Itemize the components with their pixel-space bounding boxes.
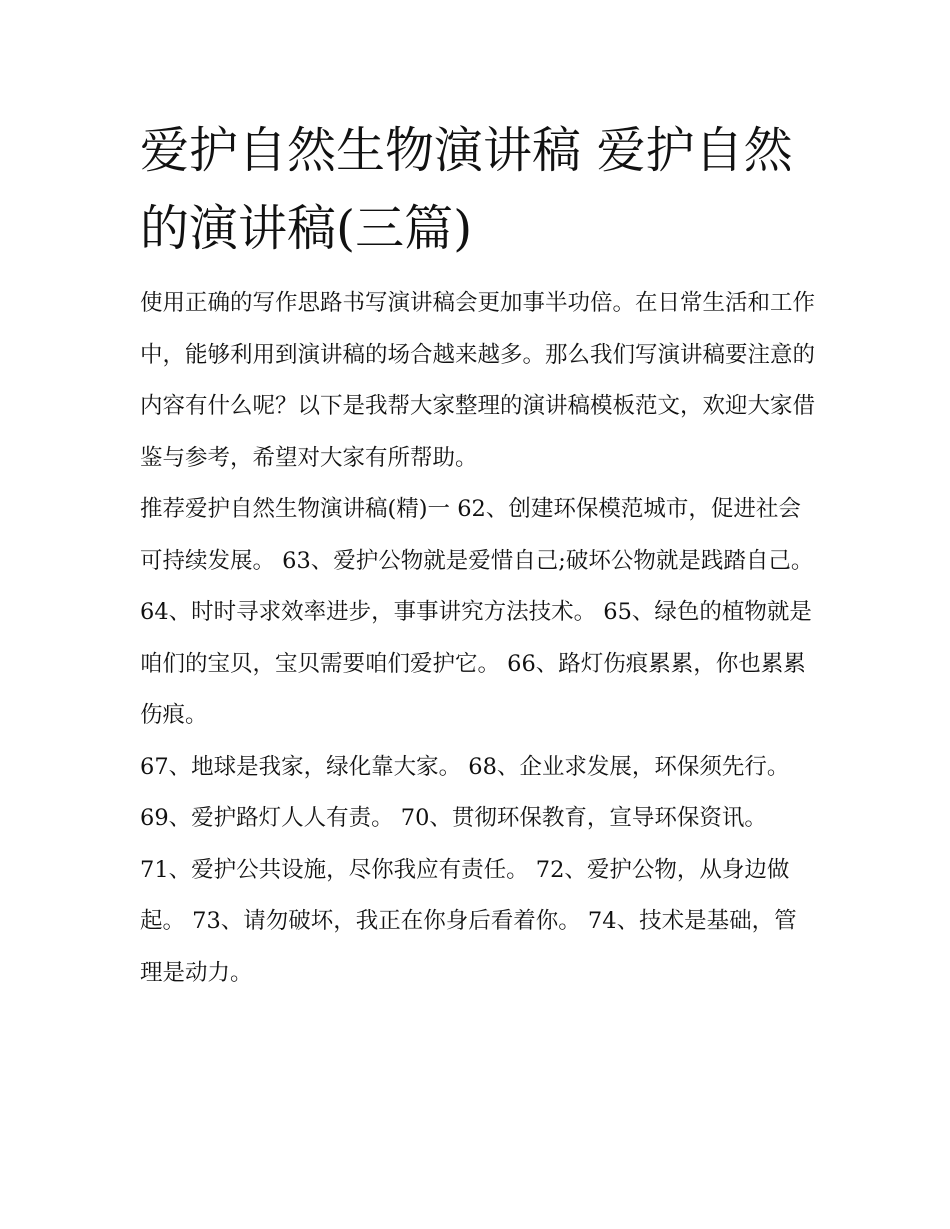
document-body bbox=[140, 112, 815, 999]
slogan-paragraph-71-74: 71、爱护公共设施，尽你我应有责任。 72、爱护公物，从身边做起。 73、请勿破坏，我正在你身后看着你。 74、技术是基础，管理是动力。 bbox=[140, 856, 797, 986]
slogan-paragraph-64-66: 64、时时寻求效率进步，事事讲究方法技术。 65、绿色的植物就是咱们的宝贝，宝贝需要咱们爱护它。 66、路灯伤痕累累，你也累累伤痕。 bbox=[140, 599, 812, 728]
slogan-paragraph-67-70: 67、地球是我家，绿化靠大家。 68、企业求发展，环保须先行。 69、爱护路灯人人有责。 70、贯彻环保教育，宣导环保资讯。 bbox=[140, 753, 790, 831]
slogan-paragraph-62-63: 推荐爱护自然生物演讲稿(精)一 62、创建环保模范城市，促进社会可持续发展。 63、爱护公物就是爱惜自己;破坏公物就是践踏自己。 bbox=[140, 496, 814, 574]
intro-paragraph: 使用正确的写作思路书写演讲稿会更加事半功倍。在日常生活和工作中，能够利用到演讲稿的场合越来越多。那么我们写演讲稿要注意的内容有什么呢？以下是我帮大家整理的演讲稿模板范文，欢迎大家借鉴与参考，希望对大家有所帮助。 bbox=[140, 290, 816, 471]
document-title: 爱护自然生物演讲稿 爱护自然的演讲稿(三篇) bbox=[140, 122, 793, 257]
